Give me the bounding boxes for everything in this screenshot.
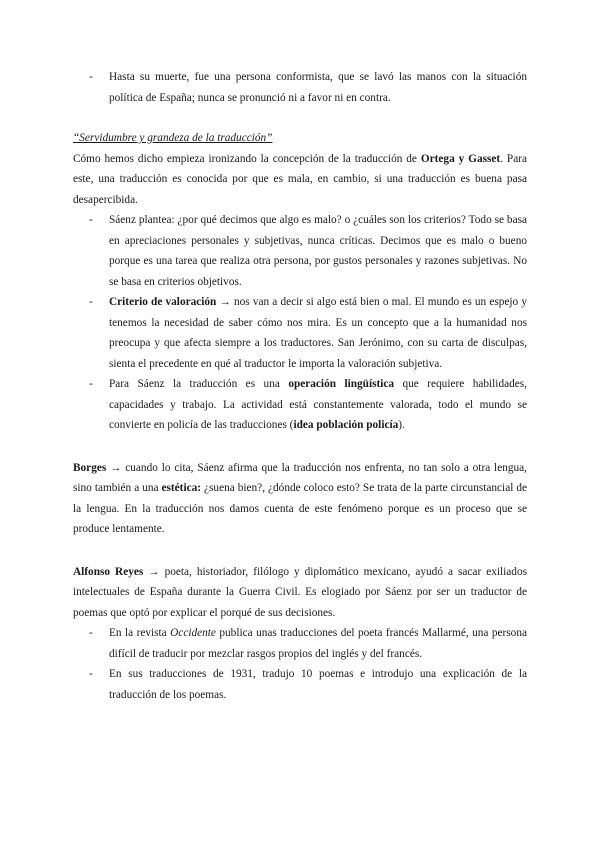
bullet-dash: - [89, 71, 93, 83]
bullet-dash: - [89, 214, 93, 226]
borges-text-pre: → cuando lo cita, Sáenz afirma que la traducción nos enfrenta, no tan solo a otra lengua, sino también a una [73, 461, 527, 494]
borges-text-post: ¿suena bien?, ¿dónde coloco esto? Se trata de la parte circunstancial de la lengua. En la traducción nos damos cuenta de este fenómeno porque es un proceso que se produce lentamente. [73, 482, 527, 535]
section-title-text: “Servidumbre y grandeza de la traducción” [73, 132, 273, 144]
bullet-text: Sáenz plantea: ¿por qué decimos que algo es malo? o ¿cuáles son los criterios? Todo se basa en apreciaciones personales y subjetivas, nunca críticas. Decimos que es malo o bueno porque es una tarea que realiza otra persona, por gustos personales y razones subjetivas. No se basa en criterios objetivos. [109, 214, 527, 288]
section-title [73, 128, 527, 149]
intro-paragraph [73, 149, 527, 211]
borges-bold-name: Borges [73, 461, 107, 474]
bullet-text-mid: que requiere habilidades, capacidades y trabajo. La actividad está constantemente valorada, todo el mundo se convierte en policía de las traducciones ( [109, 378, 527, 431]
bullet-text-post: publica unas traducciones del poeta francés Mallarmé, una persona difícil de traducir por mezclar rasgos propios del inglés y del francés. [109, 627, 527, 660]
bullet-conformista [73, 67, 527, 108]
intro-text-post: . Para este, una traducción es conocida por que es mala, en cambio, si una traducción es buena pasa desapercibida. [73, 152, 527, 206]
bullet-traducciones-1931 [73, 664, 527, 705]
reyes-bold-name: Alfonso Reyes [73, 565, 144, 578]
bullet-text-post: ). [398, 419, 405, 431]
bullet-dash: - [89, 296, 93, 308]
document-body [73, 67, 527, 705]
borges-bold-estetica: estética: [161, 482, 202, 494]
bullet-text: Hasta su muerte, fue una persona conformista, que se lavó las manos con la situación política de España; nunca se pronunció ni a favor ni en contra. [109, 71, 527, 104]
bullet-criterio [73, 292, 527, 374]
bullet-dash: - [89, 378, 93, 390]
reyes-text: → poeta, historiador, filólogo y diplomático mexicano, ayudó a sacar exiliados intelectuales de España durante la Guerra Civil. Es elogiado por Sáenz por ser un traductor de poemas que optó por explicar el porqué de sus decisiones. [73, 565, 527, 619]
bullet-italic: Occidente [170, 627, 216, 639]
bullet-text-pre: En la revista [109, 627, 171, 639]
bullet-bold-2: idea población policía [293, 419, 399, 431]
bullet-bold-1: operación lingüística [288, 378, 395, 390]
bullet-text-pre: Para Sáenz la traducción es una [109, 378, 289, 390]
bullet-occidente [73, 623, 527, 664]
bullet-operacion [73, 374, 527, 436]
intro-text-pre: Cómo hemos dicho empieza ironizando la concepción de la traducción de [73, 152, 421, 165]
reyes-paragraph [73, 562, 527, 624]
bullet-text: En sus traducciones de 1931, tradujo 10 poemas e introdujo una explicación de la traducción de los poemas. [109, 668, 527, 701]
borges-paragraph [73, 458, 527, 540]
bullet-text: → nos van a decir si algo está bien o mal. El mundo es un espejo y tenemos la necesidad de saber cómo nos mira. Es un concepto que a la humanidad nos preocupa y que afecta siempre a los traductores. San Jerónimo, con su carta de disculpas, sienta el precedente en qué al traductor le importa la valoración subjetiva. [109, 296, 527, 370]
bullet-dash: - [89, 668, 93, 680]
bullet-saenz-plantea [73, 210, 527, 292]
intro-bold: Ortega y Gasset [420, 152, 501, 165]
bullet-bold: Criterio de valoración [109, 296, 217, 308]
bullet-dash: - [89, 627, 93, 639]
